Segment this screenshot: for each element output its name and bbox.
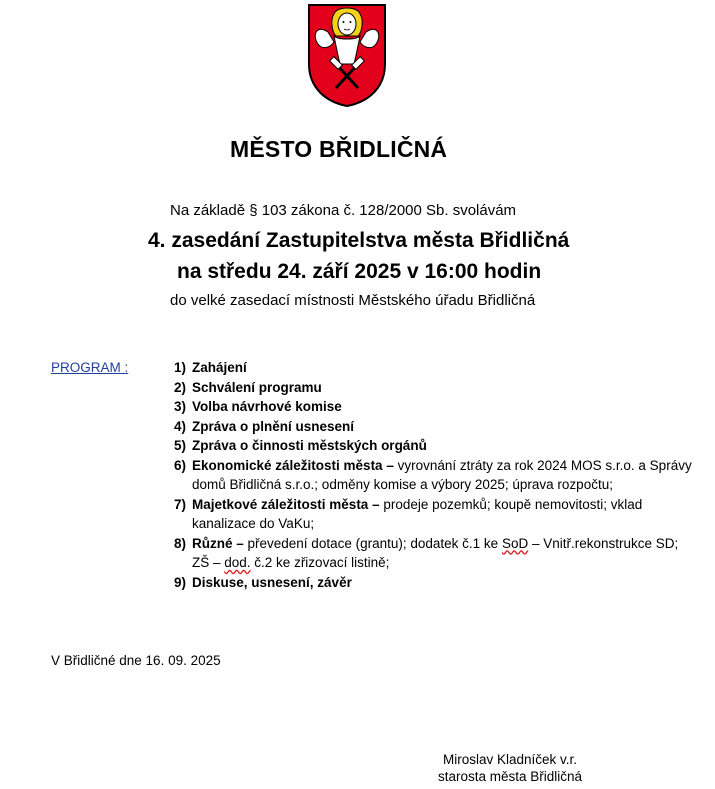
signature-name: Miroslav Kladníček v.r. — [443, 752, 578, 767]
item-heading: Různé – — [192, 535, 244, 551]
item-heading: Majetkové záležitosti města – — [192, 496, 380, 512]
item-number: 2) — [174, 379, 187, 395]
item-number: 1) — [174, 360, 187, 375]
program-item — [174, 573, 694, 593]
item-number: 3) — [174, 399, 187, 414]
program-item — [174, 436, 694, 456]
item-heading: Diskuse, usnesení, závěr — [192, 574, 352, 590]
program-item — [174, 534, 694, 573]
item-number: 4) — [174, 418, 187, 434]
program-item — [174, 495, 694, 534]
meeting-location: do velké zasedací místnosti Městského úřadu Břidličná — [170, 292, 536, 309]
program-item — [174, 378, 694, 398]
coat-of-arms — [306, 2, 388, 108]
page-title: MĚSTO BŘIDLIČNÁ — [230, 136, 448, 162]
item-heading: Volba návrhové komise — [192, 399, 342, 414]
meeting-date-heading: na středu 24. září 2025 v 16:00 hodin — [177, 260, 542, 283]
item-heading: Zpráva o činnosti městských orgánů — [192, 438, 427, 453]
item-detail: vyrovnání ztráty za rok 2024 MOS s.r.o. a Správy domů Břidličná s.r.o.; odměny komise a výbory 2025; úprava rozpočtu; — [192, 457, 692, 492]
program-label: PROGRAM : — [51, 360, 129, 375]
meeting-heading: 4. zasedání Zastupitelstva města Břidličná — [148, 229, 570, 252]
item-heading: Zpráva o plnění usnesení — [192, 418, 355, 434]
item-number: 7) — [174, 496, 187, 512]
intro-text: Na základě § 103 zákona č. 128/2000 Sb. svolávám — [170, 202, 517, 219]
issue-date: V Břidličné dne 16. 09. 2025 — [51, 653, 221, 668]
item-heading: Ekonomické záležitosti města – — [192, 457, 394, 473]
item-number: 5) — [174, 438, 187, 453]
program-list — [174, 358, 694, 592]
item-detail-sod: SoD — [501, 535, 529, 551]
item-heading: Schválení programu — [192, 379, 322, 395]
item-detail-dod: dod. — [224, 555, 251, 570]
signature-role: starosta města Břidličná — [438, 769, 583, 784]
item-number: 6) — [174, 457, 187, 473]
program-item — [174, 456, 694, 495]
program-item — [174, 417, 694, 437]
program-item — [174, 397, 694, 417]
item-heading: Zahájení — [192, 360, 247, 375]
item-detail: převedení dotace (grantu); dodatek č.1 ke — [243, 535, 502, 551]
item-detail: prodeje pozemků; koupě nemovitosti; vklad kanalizace do VaKu; — [192, 496, 643, 531]
item-number: 9) — [174, 574, 187, 590]
item-number: 8) — [174, 535, 187, 551]
program-item — [174, 358, 694, 378]
item-detail: – Vnitř.rekonstrukce SD; ZŠ – — [192, 535, 679, 570]
item-detail: č.2 ke zřizovací listině; — [250, 555, 390, 570]
